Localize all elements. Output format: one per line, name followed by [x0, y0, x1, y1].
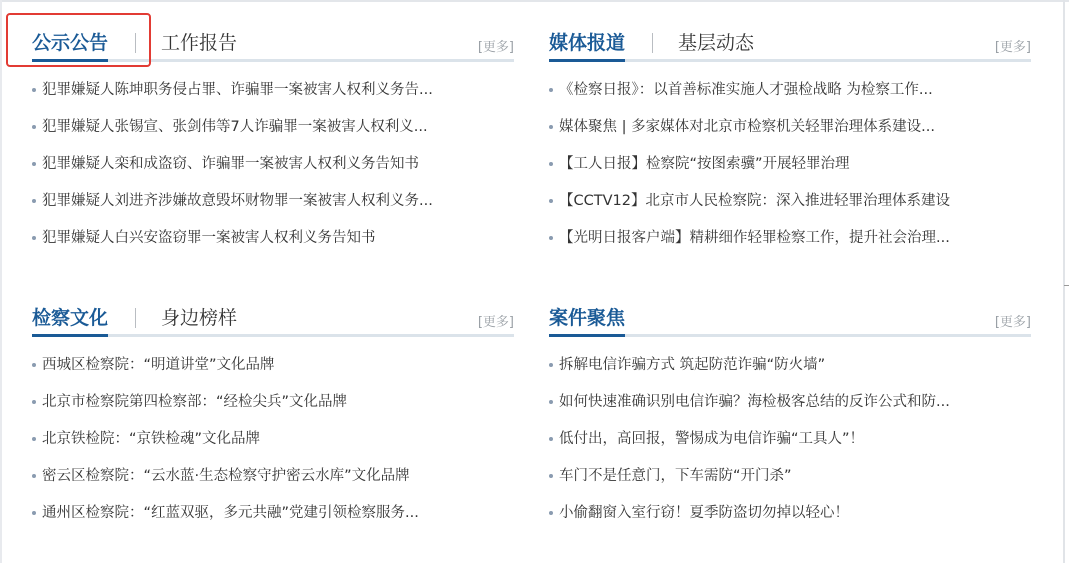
bullet-dot: [32, 88, 36, 92]
media-panel-header: [549, 29, 1031, 63]
list-item[interactable]: 拆解电信诈骗方式 筑起防范诈骗“防火墙”: [549, 352, 1031, 389]
more-link[interactable]: [更多]: [994, 315, 1031, 330]
list-item[interactable]: 车门不是任意门，下车需防“开门杀”: [549, 463, 1031, 500]
bullet-dot: [549, 88, 553, 92]
list-item[interactable]: 小偷翻窗入室行窃！夏季防盗切勿掉以轻心！: [549, 500, 1031, 537]
tab-divider: [135, 308, 136, 328]
bullet-dot: [549, 437, 553, 441]
list-item[interactable]: 通州区检察院：“红蓝双驱，多元共融”党建引领检察服务...: [32, 500, 514, 537]
list-item[interactable]: 北京市检察院第四检察部：“经检尖兵”文化品牌: [32, 389, 514, 426]
list-item[interactable]: 如何快速准确识别电信诈骗？海检极客总结的反诈公式和防...: [549, 389, 1031, 426]
bullet-dot: [32, 162, 36, 166]
bullet-dot: [32, 437, 36, 441]
bullet-dot: [32, 400, 36, 404]
right-edge-mark: [1064, 285, 1069, 286]
tab-divider: [652, 33, 653, 53]
bullet-dot: [32, 363, 36, 367]
tab-work-reports[interactable]: 工作报告: [161, 32, 238, 54]
bullet-dot: [32, 125, 36, 129]
cases-list: [549, 352, 1031, 537]
bullet-dot: [549, 511, 553, 515]
more-link[interactable]: [更多]: [477, 40, 514, 55]
tab-role-models[interactable]: 身边榜样: [161, 307, 238, 329]
list-item[interactable]: 【工人日报】检察院“按图索骥”开展轻罪治理: [549, 151, 1031, 188]
list-item[interactable]: 媒体聚焦 | 多家媒体对北京市检察机关轻罪治理体系建设...: [549, 114, 1031, 151]
announcements-list: [32, 77, 514, 262]
bullet-dot: [549, 236, 553, 240]
cases-panel: [549, 304, 1031, 521]
bullet-dot: [549, 125, 553, 129]
bullet-dot: [32, 236, 36, 240]
left-border: [0, 0, 2, 563]
media-list: [549, 77, 1031, 262]
tab-announcements[interactable]: 公示公告: [32, 29, 108, 59]
bullet-dot: [549, 400, 553, 404]
culture-panel: [32, 304, 514, 521]
list-item[interactable]: 犯罪嫌疑人陈坤职务侵占罪、诈骗罪一案被害人权利义务告...: [32, 77, 514, 114]
list-item[interactable]: 犯罪嫌疑人栾和成盗窃、诈骗罪一案被害人权利义务告知书: [32, 151, 514, 188]
right-border: [1063, 0, 1065, 563]
bullet-dot: [549, 474, 553, 478]
bullet-dot: [549, 199, 553, 203]
list-item[interactable]: 西城区检察院：“明道讲堂”文化品牌: [32, 352, 514, 389]
more-link[interactable]: [更多]: [994, 40, 1031, 55]
bullet-dot: [32, 199, 36, 203]
media-panel: [549, 29, 1031, 246]
bullet-dot: [549, 363, 553, 367]
list-item[interactable]: 北京铁检院：“京铁检魂”文化品牌: [32, 426, 514, 463]
tab-local-news[interactable]: 基层动态: [678, 32, 755, 54]
cases-panel-header: [549, 304, 1031, 338]
list-item[interactable]: 低付出，高回报，警惕成为电信诈骗“工具人”！: [549, 426, 1031, 463]
tab-case-focus[interactable]: 案件聚焦: [549, 304, 625, 334]
list-item[interactable]: 【CCTV12】北京市人民检察院：深入推进轻罪治理体系建设: [549, 188, 1031, 225]
list-item[interactable]: 犯罪嫌疑人白兴安盗窃罪一案被害人权利义务告知书: [32, 225, 514, 262]
culture-panel-header: [32, 304, 514, 338]
bullet-dot: [32, 511, 36, 515]
tab-procuratorial-culture[interactable]: 检察文化: [32, 304, 108, 334]
more-link[interactable]: [更多]: [477, 315, 514, 330]
list-item[interactable]: 犯罪嫌疑人张锡宣、张剑伟等7人诈骗罪一案被害人权利义...: [32, 114, 514, 151]
list-item[interactable]: 犯罪嫌疑人刘进齐涉嫌故意毁坏财物罪一案被害人权利义务...: [32, 188, 514, 225]
top-border: [0, 0, 1069, 2]
list-item[interactable]: 《检察日报》：以首善标准实施人才强检战略 为检察工作...: [549, 77, 1031, 114]
highlight-box: [6, 13, 151, 67]
bullet-dot: [32, 474, 36, 478]
list-item[interactable]: 【光明日报客户端】精耕细作轻罪检察工作，提升社会治理...: [549, 225, 1031, 262]
bullet-dot: [549, 162, 553, 166]
list-item[interactable]: 密云区检察院：“云水蓝·生态检察守护密云水库”文化品牌: [32, 463, 514, 500]
tab-media-reports[interactable]: 媒体报道: [549, 29, 625, 59]
culture-list: [32, 352, 514, 537]
